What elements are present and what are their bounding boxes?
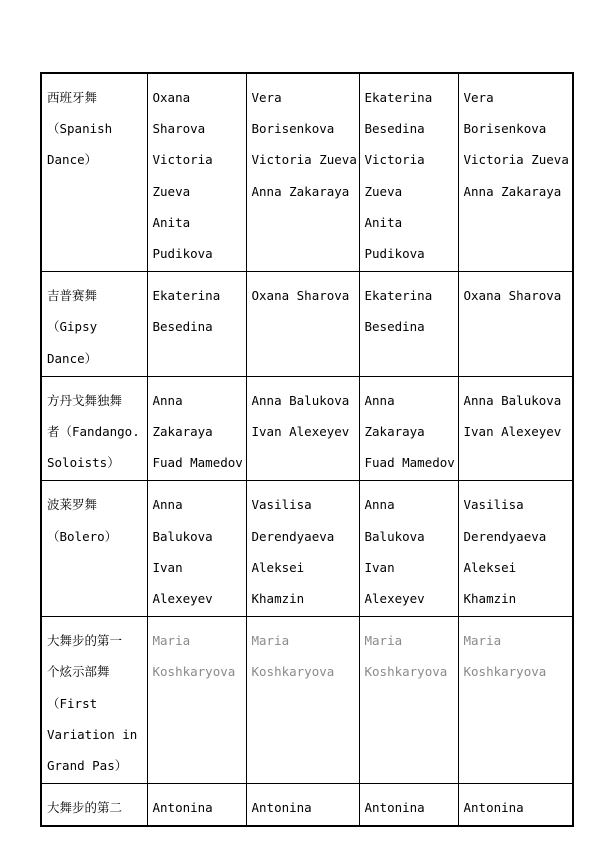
performer-name: Koshkaryova (251, 664, 335, 680)
performer-name: Besedina (364, 319, 425, 335)
cast-cell (359, 617, 458, 784)
performer-name: Anna Zakaraya (463, 183, 562, 199)
dance-name-line: （Bolero） (47, 528, 118, 544)
performer-name: Anna Balukova (251, 392, 350, 408)
performer-name: Anna (152, 497, 183, 513)
performer-name: Balukova (152, 528, 213, 544)
table-row (41, 617, 573, 784)
cast-cell (458, 376, 573, 481)
performer-name: Victoria (152, 152, 213, 168)
dance-name-line: 吉普赛舞 (47, 288, 98, 304)
performer-name: Alexeyev (152, 591, 213, 607)
cast-cell (458, 73, 573, 272)
performer-name: Antonina (251, 800, 312, 816)
table-row (41, 481, 573, 617)
performer-name: Maria (251, 633, 290, 649)
performer-name: Khamzin (251, 591, 305, 607)
performer-name: Pudikova (364, 246, 425, 262)
performer-name: Antonina (364, 800, 425, 816)
dance-name-cell (41, 481, 147, 617)
dance-name-cell (41, 376, 147, 481)
dance-name-line: （Spanish (47, 121, 113, 137)
cast-cell (246, 784, 359, 827)
performer-name: Ivan Alexeyev (251, 424, 350, 440)
cast-cell (458, 481, 573, 617)
performer-name: Vera (463, 90, 494, 105)
cast-cell (147, 617, 246, 784)
performer-name: Anna Balukova (463, 392, 562, 408)
performer-name: Derendyaeva (251, 528, 335, 544)
performer-name: Zueva (152, 183, 191, 199)
performer-name: Derendyaeva (463, 528, 547, 544)
performer-name: Zakaraya (364, 424, 425, 440)
cast-table (40, 72, 574, 827)
performer-name: Borisenkova (463, 121, 547, 137)
dance-name-line: Soloists） (47, 455, 120, 471)
performer-name: Koshkaryova (152, 664, 236, 680)
dance-name-line: 西班牙舞 (47, 90, 98, 105)
performer-name: Koshkaryova (364, 664, 448, 680)
performer-name: Ekaterina (364, 90, 433, 105)
dance-name-line: （First (47, 695, 98, 711)
table-row (41, 272, 573, 377)
performer-name: Oxana Sharova (463, 288, 562, 304)
dance-name-line: （Gipsy (47, 319, 98, 335)
performer-name: Anna Zakaraya (251, 183, 350, 199)
cast-cell (359, 376, 458, 481)
cast-cell (246, 272, 359, 377)
dance-name-line: 大舞步的第一 (47, 633, 123, 649)
performer-name: Borisenkova (251, 121, 335, 137)
performer-name: Zueva (364, 183, 403, 199)
dance-name-line: 波莱罗舞 (47, 497, 98, 513)
cast-cell (246, 376, 359, 481)
performer-name: Vera (251, 90, 282, 105)
performer-name: Aleksei (463, 559, 517, 575)
performer-name: Maria (152, 633, 191, 649)
dance-name-line: Variation in (47, 726, 138, 742)
performer-name: Antonina (152, 800, 213, 816)
performer-name: Anita (152, 214, 191, 230)
performer-name: Maria (463, 633, 502, 649)
performer-name: Alexeyev (364, 591, 425, 607)
cast-cell (359, 784, 458, 827)
cast-cell (359, 481, 458, 617)
performer-name: Ivan (152, 559, 183, 575)
dance-name-line: Grand Pas） (47, 758, 128, 774)
performer-name: Besedina (364, 121, 425, 137)
performer-name: Ekaterina (364, 288, 433, 304)
dance-name-cell (41, 617, 147, 784)
dance-name-line: 方丹戈舞独舞 (47, 392, 123, 408)
performer-name: Aleksei (251, 559, 305, 575)
performer-name: Maria (364, 633, 403, 649)
cast-cell (359, 272, 458, 377)
dance-name-line: Dance） (47, 152, 98, 168)
performer-name: Victoria Zueva (251, 152, 357, 168)
cast-cell (458, 784, 573, 827)
performer-name: Ivan Alexeyev (463, 424, 562, 440)
performer-name: Anita (364, 214, 403, 230)
performer-name: Vasilisa (463, 497, 524, 513)
performer-name: Anna (364, 497, 395, 513)
performer-name: Fuad Mamedov (364, 455, 455, 471)
dance-name-cell (41, 272, 147, 377)
dance-name-line: 大舞步的第二 (47, 800, 123, 816)
cast-cell (147, 481, 246, 617)
cast-cell (147, 272, 246, 377)
performer-name: Pudikova (152, 246, 213, 262)
performer-name: Vasilisa (251, 497, 312, 513)
dance-name-line: Dance） (47, 350, 98, 366)
cast-cell (147, 784, 246, 827)
cast-cell (246, 617, 359, 784)
cast-cell (147, 73, 246, 272)
performer-name: Sharova (152, 121, 206, 137)
performer-name: Ekaterina (152, 288, 221, 304)
performer-name: Besedina (152, 319, 213, 335)
performer-name: Khamzin (463, 591, 517, 607)
performer-name: Zakaraya (152, 424, 213, 440)
performer-name: Balukova (364, 528, 425, 544)
performer-name: Ivan (364, 559, 395, 575)
cast-cell (147, 376, 246, 481)
performer-name: Anna (152, 392, 183, 408)
cast-table-body (41, 73, 573, 826)
performer-name: Oxana (152, 90, 191, 105)
dance-name-line: 个炫示部舞 (47, 664, 110, 680)
performer-name: Oxana Sharova (251, 288, 350, 304)
cast-cell (359, 73, 458, 272)
dance-name-line: 者（Fandango. (47, 424, 140, 440)
performer-name: Victoria (364, 152, 425, 168)
performer-name: Anna (364, 392, 395, 408)
dance-name-cell (41, 784, 147, 827)
performer-name: Koshkaryova (463, 664, 547, 680)
table-row (41, 73, 573, 272)
cast-cell (458, 272, 573, 377)
table-row (41, 784, 573, 827)
performer-name: Fuad Mamedov (152, 455, 243, 471)
table-row (41, 376, 573, 481)
cast-cell (458, 617, 573, 784)
performer-name: Antonina (463, 800, 524, 816)
performer-name: Victoria Zueva (463, 152, 569, 168)
cast-cell (246, 481, 359, 617)
cast-cell (246, 73, 359, 272)
dance-name-cell (41, 73, 147, 272)
